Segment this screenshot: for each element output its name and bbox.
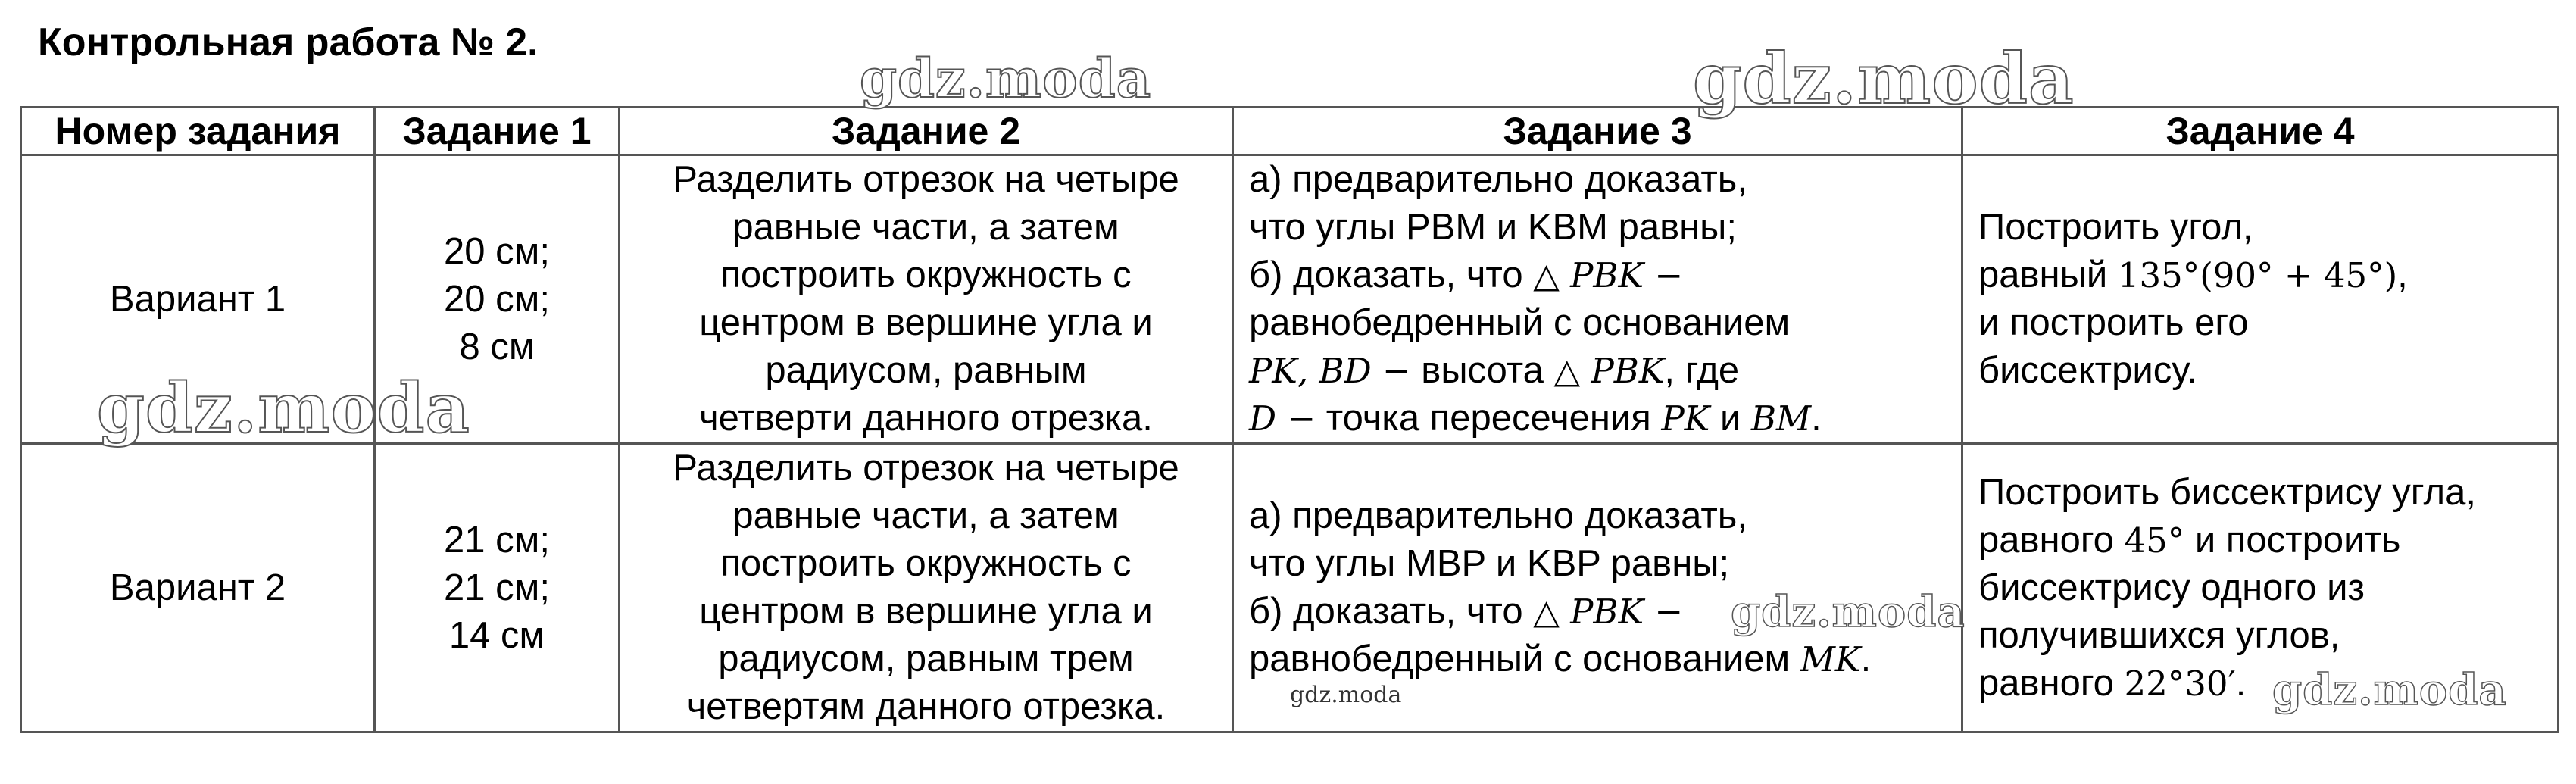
variant1-task2-line: центром в вершине угла и xyxy=(699,302,1153,343)
math-fragment: 45° xyxy=(2124,520,2185,561)
table-row-variant2 xyxy=(21,444,2559,732)
variant2-task4 xyxy=(1962,444,2559,732)
math-fragment: D − xyxy=(1249,398,1316,439)
variant1-label: Вариант 1 xyxy=(21,155,375,444)
variant1-task2-line: построить окружность с xyxy=(720,255,1132,295)
variant2-task2-line: равные части, а затем xyxy=(732,495,1119,536)
variant1-task2-line: четверти данного отрезка. xyxy=(699,398,1153,439)
variant2-task2-line: центром в вершине угла и xyxy=(699,591,1153,632)
variant1-task4-line: Построить угол, xyxy=(1978,207,2253,248)
variant2-task2 xyxy=(620,444,1233,732)
variant1-task3-line: равнобедренный с основанием xyxy=(1249,302,1791,343)
page-title: Контрольная работа № 2. xyxy=(38,20,539,64)
variant1-task1-line: 20 см; xyxy=(444,278,550,320)
watermark: gdz.moda xyxy=(97,368,470,448)
text-fragment: равного xyxy=(1978,662,2125,704)
text-fragment: б) доказать, что xyxy=(1249,591,1534,632)
math-fragment: BM xyxy=(1750,398,1812,439)
variant1-task3-line: что углы PBM и KBM равны; xyxy=(1249,207,1738,248)
math-fragment: 135°(90° + 45°) xyxy=(2117,255,2398,295)
variant2-task3-line: что углы MBP и KBP равны; xyxy=(1249,543,1730,584)
table-row-variant1 xyxy=(21,155,2559,444)
math-fragment: PK, BD − xyxy=(1249,351,1411,391)
text-fragment: точка пересечения xyxy=(1316,398,1662,439)
variant2-task4-line xyxy=(1978,660,2542,707)
variant2-task2-line: радиусом, равным трем xyxy=(718,639,1134,679)
variant1-task3-line: а) предварительно доказать, xyxy=(1249,159,1747,200)
variant1-task1-line: 20 см; xyxy=(444,230,550,272)
header-task4: Задание 4 xyxy=(1962,108,2559,155)
math-fragment: PK xyxy=(1661,398,1710,439)
text-fragment: равный xyxy=(1978,255,2118,295)
variant1-task4-line: и построить его xyxy=(1978,302,2249,343)
header-task2: Задание 2 xyxy=(620,108,1233,155)
header-row xyxy=(21,108,2559,155)
variant1-task3 xyxy=(1233,155,1962,444)
text-fragment: и построить xyxy=(2184,519,2401,561)
text-fragment: , где xyxy=(1664,350,1740,391)
text-fragment: . xyxy=(2235,662,2247,704)
variant1-task3-line xyxy=(1249,347,1946,395)
variant2-task1-line: 21 см; xyxy=(444,567,550,608)
text-fragment: б) доказать, что xyxy=(1249,255,1534,295)
math-fragment: △ PBK xyxy=(1553,351,1665,391)
watermark: gdz.moda xyxy=(2272,665,2507,715)
math-fragment: △ PBK − xyxy=(1533,255,1684,295)
watermark: gdz.moda xyxy=(1693,38,2075,120)
header-task3: Задание 3 xyxy=(1233,108,1962,155)
watermark: gdz.moda xyxy=(860,47,1152,110)
text-fragment: равнобедренный с основанием xyxy=(1249,639,1800,679)
variant1-task1-line: 8 см xyxy=(459,326,535,367)
variant2-task3-line: а) предварительно доказать, xyxy=(1249,495,1747,536)
variant2-task4-line: получившихся углов, xyxy=(1978,614,2340,656)
text-fragment: . xyxy=(1811,398,1822,439)
header-task1: Задание 1 xyxy=(375,108,620,155)
variant1-task4-line: биссектрису. xyxy=(1978,350,2197,391)
text-fragment: и xyxy=(1710,398,1751,439)
variant1-task3-line xyxy=(1249,395,1946,442)
math-fragment: MK xyxy=(1800,639,1861,679)
watermark: gdz.moda xyxy=(1290,682,1402,708)
variant2-task1-line: 14 см xyxy=(448,614,545,656)
variant2-task3 xyxy=(1233,444,1962,732)
text-fragment: высота xyxy=(1410,350,1554,391)
math-fragment: △ PBK − xyxy=(1533,592,1684,632)
variant1-task4 xyxy=(1962,155,2559,444)
variant1-task4-line xyxy=(1978,251,2542,299)
variant2-task1-line: 21 см; xyxy=(444,519,550,561)
variant2-task1 xyxy=(375,444,620,732)
test-table xyxy=(20,106,2559,733)
variant2-task3-line xyxy=(1249,636,1946,683)
text-fragment: . xyxy=(1860,639,1872,679)
variant1-task3-line xyxy=(1249,251,1946,299)
variant2-task2-line: построить окружность с xyxy=(720,543,1132,584)
variant2-task4-line xyxy=(1978,517,2542,564)
math-fragment: 22°30′ xyxy=(2124,663,2236,704)
variant1-task2-line: равные части, а затем xyxy=(732,207,1119,248)
text-fragment: , xyxy=(2397,255,2408,295)
variant2-task2-line: четвертям данного отрезка. xyxy=(686,686,1166,727)
variant2-task2-line: Разделить отрезок на четыре xyxy=(673,448,1179,489)
text-fragment: равного xyxy=(1978,519,2125,561)
variant2-task3-line xyxy=(1249,588,1946,636)
variant1-task2-line: Разделить отрезок на четыре xyxy=(673,159,1179,200)
watermark: gdz.moda xyxy=(1731,587,1966,637)
variant2-task4-line: биссектрису одного из xyxy=(1978,567,2365,608)
variant2-label: Вариант 2 xyxy=(21,444,375,732)
header-number: Номер задания xyxy=(21,108,375,155)
variant2-task4-line: Построить биссектрису угла, xyxy=(1978,471,2476,513)
variant1-task2-line: радиусом, равным xyxy=(765,350,1087,391)
variant1-task2 xyxy=(620,155,1233,444)
variant1-task1 xyxy=(375,155,620,444)
